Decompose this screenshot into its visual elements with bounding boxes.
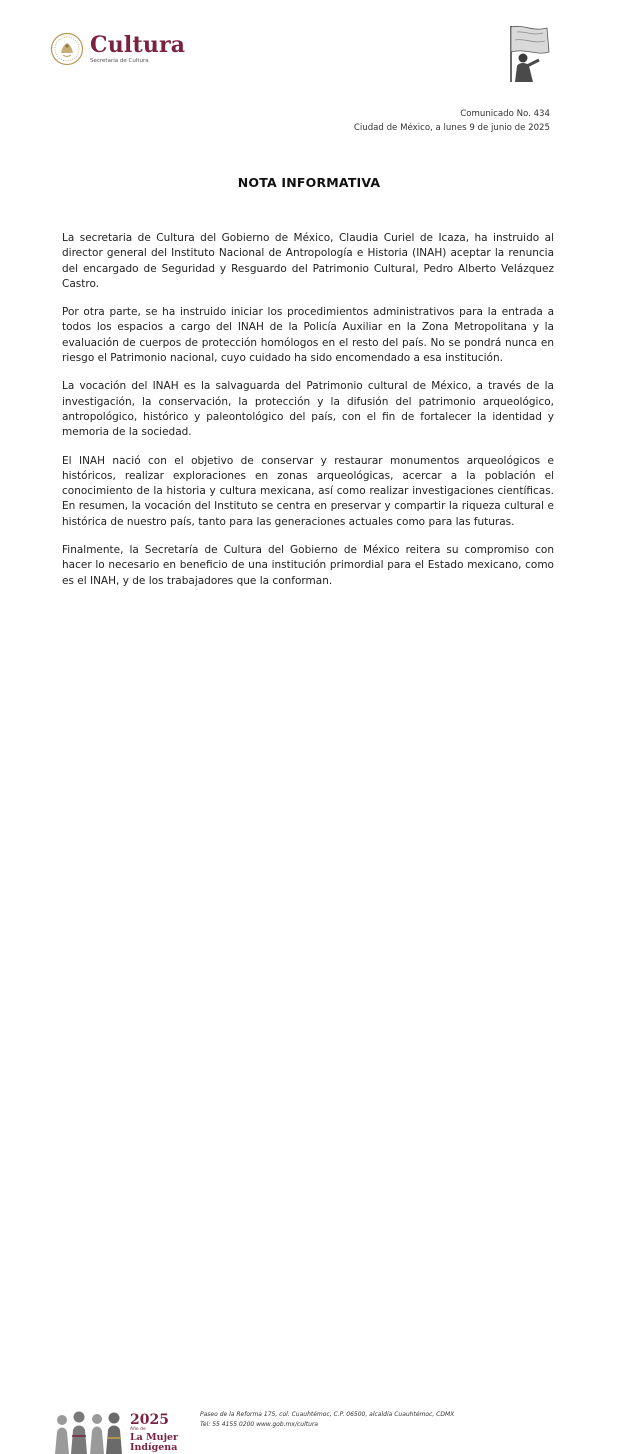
year-subtitle: Año de xyxy=(130,1427,146,1432)
logo-title: Cultura xyxy=(90,32,186,58)
letterhead xyxy=(0,0,618,110)
year-line-1: La Mujer xyxy=(130,1432,179,1443)
paragraph: La vocación del INAH es la salvaguarda del Patrimonio cultural de México, a través de la investigación, la conservación, la protección y la difusión del patrimonio arqueológico, antropológico, histórico y paleontológico del país, con el fin de fortalecer la identidad y memoria de la sociedad. xyxy=(62,380,554,439)
cultura-logo xyxy=(50,32,185,66)
indigenous-women-icon xyxy=(52,1406,130,1454)
year-badge xyxy=(130,1413,190,1453)
footer-address xyxy=(200,1410,454,1430)
year-number: 2025 xyxy=(130,1412,169,1428)
paragraph: La secretaria de Cultura del Gobierno de México, Claudia Curiel de Icaza, ha instruido al director general del Instituto Nacional de Antropología e Historia (INAH) aceptar la renuncia del encargado de Seguridad y Resguardo del Patrimonio Cultural, Pedro Alberto Velázquez Castro. xyxy=(62,232,554,290)
address-line: Paseo de la Reforma 175, col. Cuauhtémoc, C.P. 06500, alcaldía Cuauhtémoc, CDMX xyxy=(200,1411,455,1418)
communique-meta xyxy=(354,107,550,135)
paragraph: Finalmente, la Secretaría de Cultura del Gobierno de México reitera su compromiso con hacer lo necesario en beneficio de una institución primordial para el Estado mexicano, como es el INAH, y de los trabajadores que la conforman. xyxy=(62,544,554,587)
communique-number: Comunicado No. 434 xyxy=(460,109,550,119)
document-title: NOTA INFORMATIVA xyxy=(237,175,381,190)
year-line-2: Indígena xyxy=(130,1442,178,1453)
document-body xyxy=(62,231,554,602)
logo-subtitle: Secretaría de Cultura xyxy=(90,58,149,64)
footer xyxy=(0,700,618,1453)
contact-line: Tel: 55 4155 0200 www.gob.mx/cultura xyxy=(200,1421,319,1428)
paragraph: El INAH nació con el objetivo de conservar y restaurar monumentos arqueológicos e históricos, realizar exploraciones en zonas arqueológicas, acercar a la población el conocimiento de la historia y cultura mexicana, así como realizar investigaciones científicas. En resumen, la vocación del Instituto se centra en preservar y compartir la riqueza cultural e histórica de nuestro país, tanto para las generaciones actuales como para las futuras. xyxy=(62,454,554,528)
flag-bearer-icon xyxy=(497,22,557,84)
coat-of-arms-icon xyxy=(50,32,84,66)
paragraph: Por otra parte, se ha instruido iniciar los procedimientos administrativos para la entrada a todos los espacios a cargo del INAH de la Policía Auxiliar en la Zona Metropolitana y la evaluación de cuerpos de protección homólogos en el resto del país. No se pondrá nunca en riesgo el Patrimonio nacional, cuyo cuidado ha sido encomendado a esa institución. xyxy=(62,306,554,365)
place-date: Ciudad de México, a lunes 9 de junio de 2025 xyxy=(353,123,550,133)
